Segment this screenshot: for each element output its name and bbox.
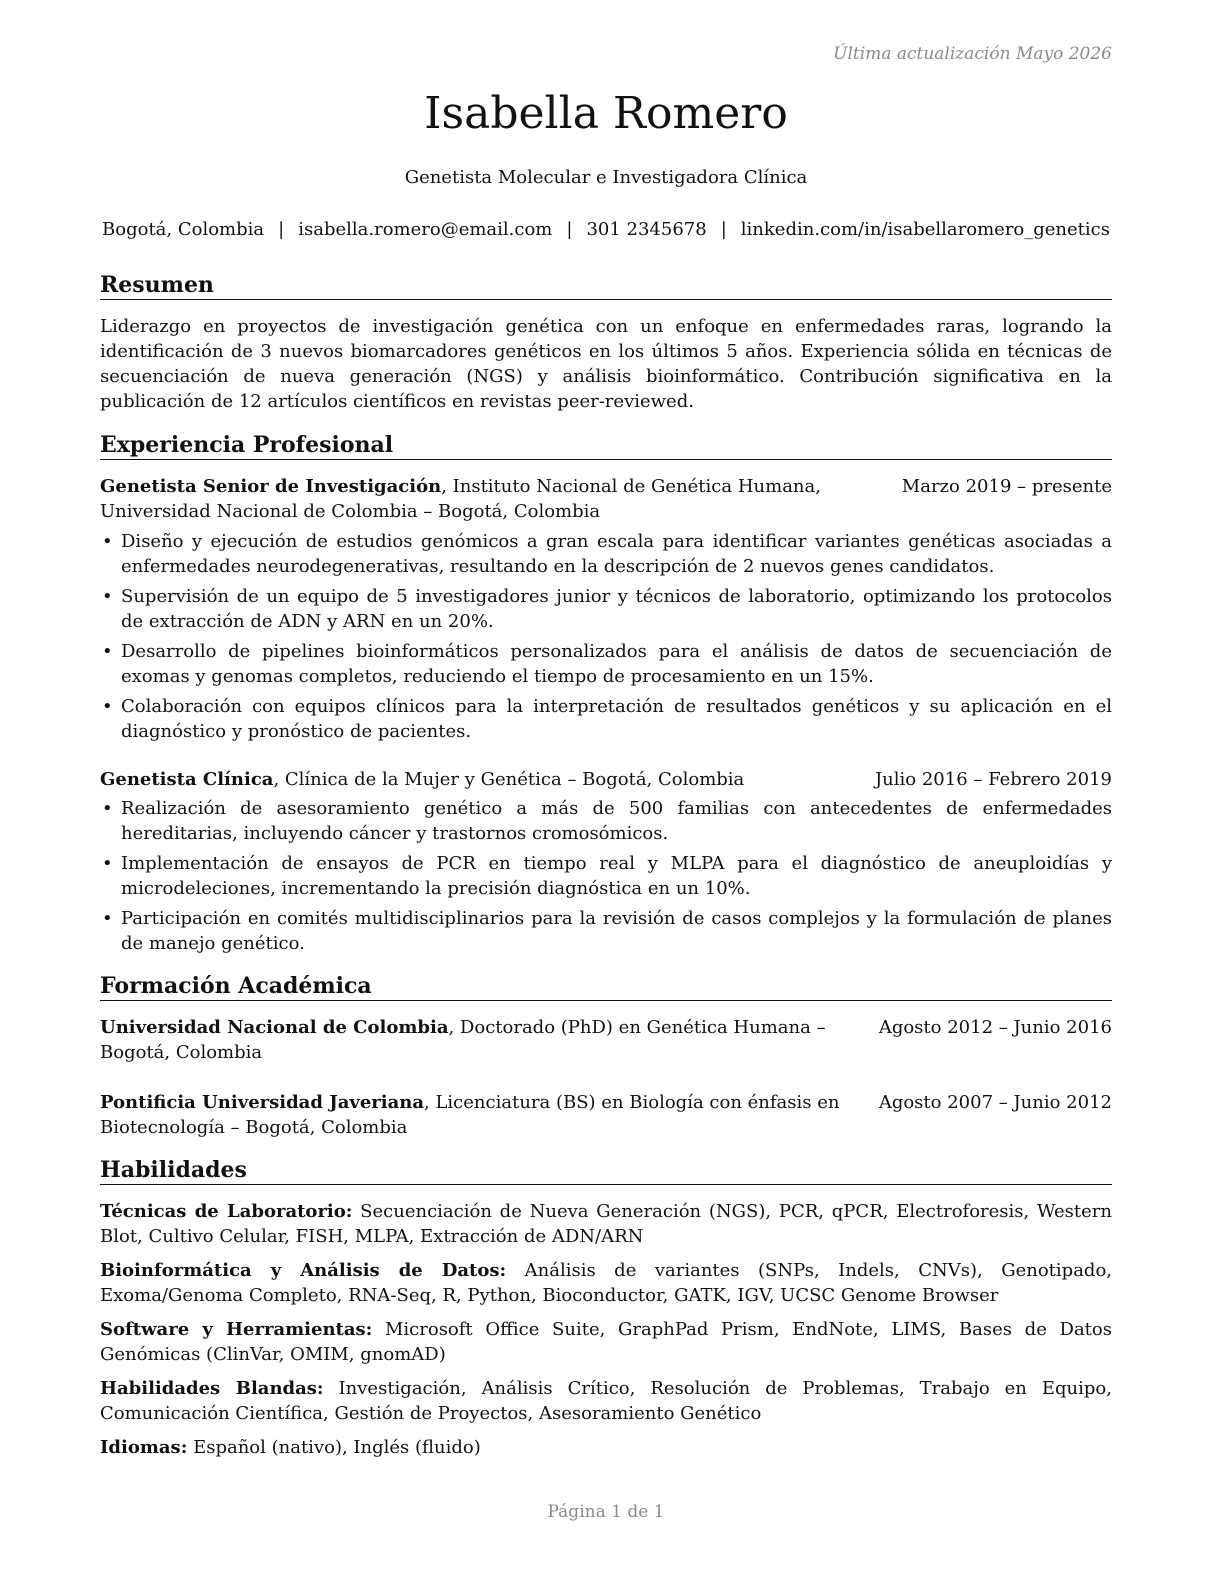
- education-title-line: [100, 1015, 890, 1065]
- skill-software: [100, 1317, 1112, 1367]
- skills-heading: Habilidades: [100, 1156, 1112, 1185]
- list-item: • Participación en comités multidisciplinarios para la revisión de casos complejos y la formulación de planes de manejo genético.: [100, 906, 1112, 956]
- last-updated: Última actualización Mayo 2026: [833, 44, 1112, 64]
- skill-label: Técnicas de Laboratorio:: [100, 1201, 353, 1222]
- job-title: Genetista Senior de Investigación: [100, 476, 442, 497]
- education-entry-2: [100, 1090, 1112, 1140]
- summary-text: Liderazgo en proyectos de investigación genética con un enfoque en enfermedades raras, logrando la identificación de 3 nuevos biomarcadores genéticos en los últimos 5 años. Experiencia sólida en técnicas de secuenciación de nueva generación (NGS) y análisis bioinformático. Contribución significativa en la publicación de 12 artículos científicos en revistas peer-reviewed.: [100, 316, 1112, 412]
- job-title-line: [100, 767, 890, 792]
- resume-page: [100, 0, 1112, 1584]
- skill-languages: [100, 1435, 1112, 1460]
- experience-heading: Experiencia Profesional: [100, 431, 1112, 460]
- education-entry-1: [100, 1015, 1112, 1065]
- candidate-name: Isabella Romero: [424, 88, 788, 139]
- list-item: • Implementación de ensayos de PCR en tiempo real y MLPA para el diagnóstico de aneuploidías y microdeleciones, incrementando la precisión diagnóstica en un 10%.: [100, 851, 1112, 901]
- education-institution: Pontificia Universidad Javeriana: [100, 1092, 425, 1113]
- education-date: Agosto 2012 – Junio 2016: [878, 1017, 1112, 1038]
- job-2-bullets: [100, 796, 1112, 961]
- list-item: • Colaboración con equipos clínicos para la interpretación de resultados genéticos y su aplicación en el diagnóstico y pronóstico de pacientes.: [100, 694, 1112, 744]
- job-organization: , Instituto Nacional de Genética Humana, Universidad Nacional de Colombia – Bogotá, Colombia: [100, 476, 821, 522]
- skill-bioinformatics: [100, 1258, 1112, 1308]
- skill-label: Bioinformática y Análisis de Datos:: [100, 1260, 507, 1281]
- page-number: Página 1 de 1: [547, 1502, 665, 1522]
- contact-email[interactable]: isabella.romero@email.com: [298, 219, 553, 240]
- contact-linkedin[interactable]: linkedin.com/in/isabellaromero_genetics: [740, 219, 1110, 240]
- job-date: Julio 2016 – Febrero 2019: [874, 769, 1112, 790]
- skill-value: Español (nativo), Inglés (fluido): [187, 1437, 481, 1458]
- job-entry-1: [100, 474, 1112, 524]
- summary-heading: Resumen: [100, 271, 1112, 300]
- job-organization: , Clínica de la Mujer y Genética – Bogotá, Colombia: [273, 769, 745, 790]
- job-entry-2: [100, 767, 1112, 792]
- list-item: • Diseño y ejecución de estudios genómicos a gran escala para identificar variantes genéticas asociadas a enfermedades neurodegenerativas, resultando en la descripción de 2 nuevos genes candidatos.: [100, 529, 1112, 579]
- skill-label: Software y Herramientas:: [100, 1319, 373, 1340]
- skill-label: Habilidades Blandas:: [100, 1378, 324, 1399]
- education-date: Agosto 2007 – Junio 2012: [878, 1092, 1112, 1113]
- job-title: Genetista Clínica: [100, 769, 274, 790]
- education-detail: , Licenciatura (BS) en Biología con énfasis en Biotecnología – Bogotá, Colombia: [100, 1092, 840, 1138]
- skill-value: Microsoft Office Suite, GraphPad Prism, EndNote, LIMS, Bases de Datos Genómicas (ClinVar, OMIM, gnomAD): [100, 1319, 1112, 1365]
- education-title-line: [100, 1090, 890, 1140]
- contact-phone: 301 2345678: [586, 219, 707, 240]
- list-item: • Desarrollo de pipelines bioinformáticos personalizados para el análisis de datos de secuenciación de exomas y genomas completos, reduciendo el tiempo de procesamiento en un 15%.: [100, 639, 1112, 689]
- skill-value: Análisis de variantes (SNPs, Indels, CNVs), Genotipado, Exoma/Genoma Completo, RNA-Seq, R, Python, Bioconductor, GATK, IGV, UCSC Genome Browser: [100, 1260, 1113, 1306]
- skill-value: Secuenciación de Nueva Generación (NGS), PCR, qPCR, Electroforesis, Western Blot, Cultivo Celular, FISH, MLPA, Extracción de ADN/ARN: [100, 1201, 1112, 1247]
- education-heading: Formación Académica: [100, 972, 1112, 1001]
- skill-soft: [100, 1376, 1112, 1426]
- job-1-bullets: [100, 529, 1112, 749]
- candidate-subtitle: Genetista Molecular e Investigadora Clínica: [404, 167, 808, 188]
- list-item: • Realización de asesoramiento genético a más de 500 familias con antecedentes de enfermedades hereditarias, incluyendo cáncer y trastornos cromosómicos.: [100, 796, 1112, 846]
- education-institution: Universidad Nacional de Colombia: [100, 1017, 449, 1038]
- contact-location: Bogotá, Colombia: [102, 219, 265, 240]
- contact-line: [100, 219, 1112, 240]
- contact-separator: |: [720, 219, 727, 240]
- job-title-line: [100, 474, 890, 524]
- education-detail: , Doctorado (PhD) en Genética Humana – Bogotá, Colombia: [100, 1017, 826, 1063]
- job-date: Marzo 2019 – presente: [901, 476, 1112, 497]
- contact-separator: |: [278, 219, 285, 240]
- contact-separator: |: [566, 219, 573, 240]
- skill-label: Idiomas:: [100, 1437, 188, 1458]
- skill-value: Investigación, Análisis Crítico, Resolución de Problemas, Trabajo en Equipo, Comunicación Científica, Gestión de Proyectos, Asesoramiento Genético: [100, 1378, 1112, 1424]
- skill-lab: [100, 1199, 1112, 1249]
- list-item: • Supervisión de un equipo de 5 investigadores junior y técnicos de laboratorio, optimizando los protocolos de extracción de ADN y ARN en un 20%.: [100, 584, 1112, 634]
